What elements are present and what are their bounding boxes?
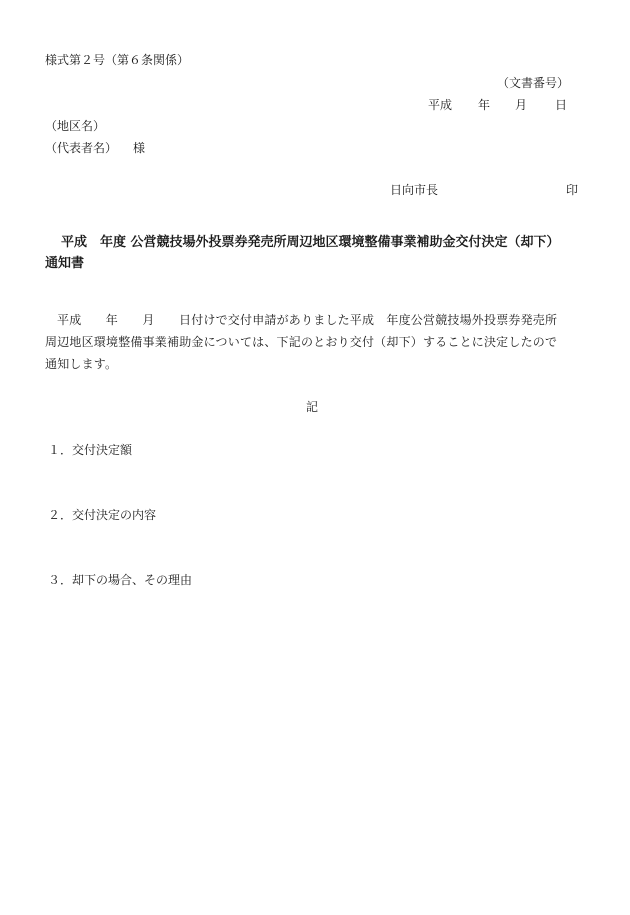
recipient-representative: （代表者名）: [45, 141, 118, 155]
date-year: 年: [478, 98, 491, 112]
date-era: 平成: [428, 98, 453, 112]
document-number: （文書番号）: [497, 76, 570, 90]
date-day: 日: [555, 98, 568, 112]
recipient-district: （地区名）: [45, 119, 106, 133]
document-title-line-1: 平成 年度 公営競技場外投票券発売所周辺地区環境整備事業補助金交付決定（却下）: [61, 235, 560, 250]
recipient-honorific: 様: [133, 141, 146, 155]
date-month: 月: [515, 98, 528, 112]
issuer-title: 日向市長: [390, 183, 439, 197]
body-line-1: 平成 年 月 日付けで交付申請がありました平成 年度公営競技場外投票券発売所: [57, 313, 558, 327]
body-line-2: 周辺地区環境整備事業補助金については、下記のとおり交付（却下）することに決定したので: [45, 335, 558, 349]
item-grant-details: ２．交付決定の内容: [48, 508, 157, 522]
item-grant-amount: １．交付決定額: [48, 443, 133, 457]
item-rejection-reason: ３．却下の場合、その理由: [48, 573, 193, 587]
document-title-line-2: 通知書: [45, 256, 85, 271]
form-label: 様式第２号（第６条関係）: [45, 53, 190, 67]
ki-heading: 記: [306, 400, 319, 414]
issuer-seal: 印: [566, 183, 579, 197]
body-line-3: 通知します。: [45, 357, 118, 371]
